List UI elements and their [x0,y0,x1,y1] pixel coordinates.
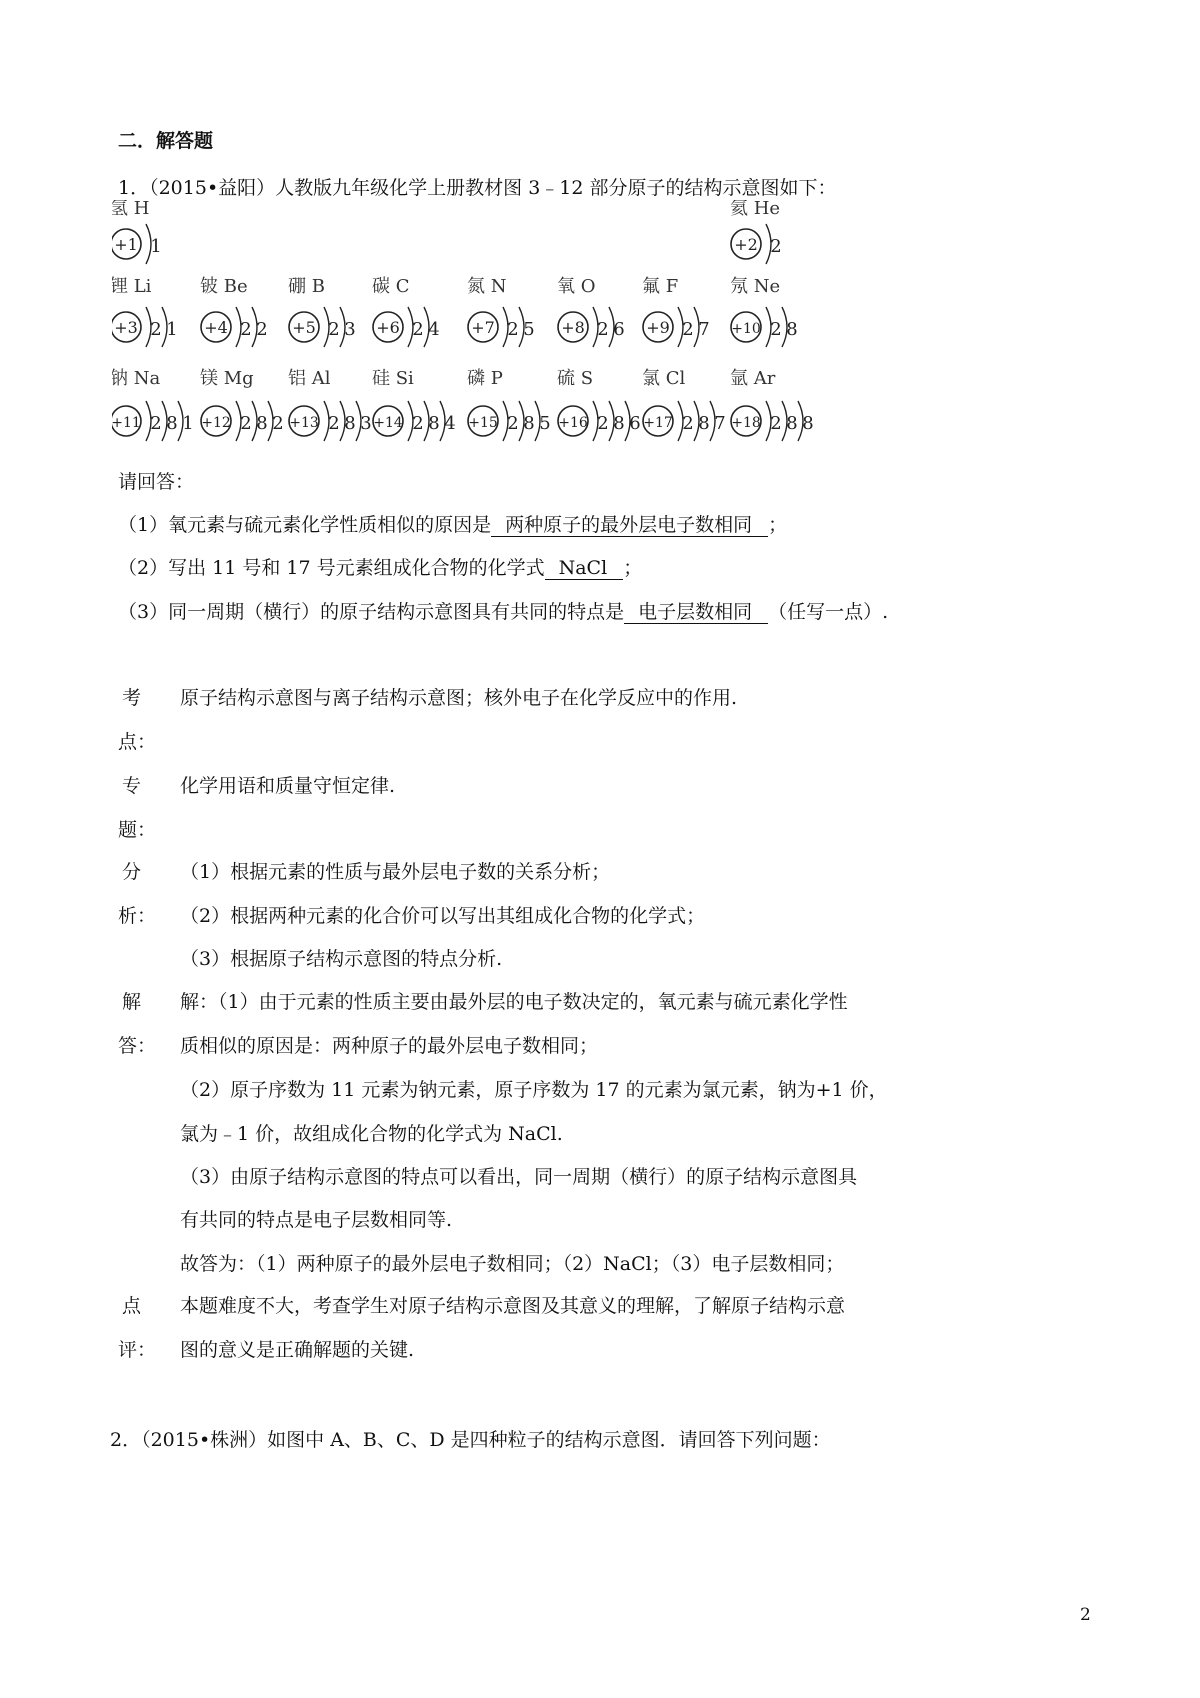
sub-question-3-answer: 电子层数相同 [624,601,768,624]
atom-diagram [372,276,440,347]
electron-count: 2 [150,319,162,340]
page-number: 2 [1080,1605,1091,1625]
electron-count: 2 [770,413,782,434]
jieda-line: （3）由原子结构示意图的特点可以看出，同一周期（横行）的原子结构示意图具 [180,1166,858,1188]
electron-count: 2 [682,319,694,340]
sub-question-2-answer: NaCl [545,557,624,580]
atom-label: 碳 C [372,276,410,297]
atom-label: 氢 H [112,200,150,219]
atom-label: 氯 Cl [642,368,686,389]
electron-count: 2 [507,319,519,340]
atom-label: 氮 N [467,276,507,297]
electron-count: 8 [256,413,268,434]
electron-count: 8 [802,413,814,434]
kaodian-text: 原子结构示意图与离子结构示意图；核外电子在化学反应中的作用. [180,687,738,709]
nucleus-charge: +6 [376,318,400,337]
dianping-tag-2: 评： [118,1339,157,1361]
section-title: 二．解答题 [118,130,214,152]
jieda-line: （2）原子序数为 11 元素为钠元素，原子序数为 17 的元素为氯元素，钠为+1 价， [180,1079,888,1101]
nucleus-charge: +3 [114,318,138,337]
jieda-tag-2: 答： [118,1035,157,1057]
electron-count: 1 [150,236,162,257]
electron-count: 2 [412,319,424,340]
electron-count: 2 [770,236,782,257]
electron-count: 5 [523,319,535,340]
dianping-tag-1: 点 [122,1295,142,1317]
electron-count: 2 [412,413,424,434]
atom-diagram [288,368,372,441]
atom-label: 硫 S [557,368,594,389]
sub-question-1-end: ； [768,514,788,536]
atom-diagram [112,368,194,441]
sub-question-3-end: （任写一点）. [768,601,889,623]
dianping-line: 本题难度不大，考查学生对原子结构示意图及其意义的理解，了解原子结构示意 [180,1295,846,1317]
fenxi-line: （2）根据两种元素的化合价可以写出其组成化合物的化学式； [180,905,706,927]
atom-diagram [642,368,726,441]
jieda-line: 解：（1）由于元素的性质主要由最外层的电子数决定的，氧元素与硫元素化学性 [180,991,848,1013]
atom-diagram [730,200,782,264]
zhuanti-text: 化学用语和质量守恒定律. [180,775,396,797]
electron-count: 2 [328,319,340,340]
fenxi-line: （3）根据原子结构示意图的特点分析. [180,948,503,970]
atom-label: 氟 F [642,276,679,297]
electron-count: 2 [240,413,252,434]
dianping-line: 图的意义是正确解题的关键. [180,1339,415,1361]
jieda-line: 质相似的原因是：两种原子的最外层电子数相同； [180,1035,599,1057]
nucleus-charge: +18 [731,415,761,431]
atom-structure-svg [112,200,912,468]
nucleus-charge: +9 [646,318,670,337]
electron-count: 8 [344,413,356,434]
electron-count: 8 [523,413,535,434]
nucleus-charge: +12 [201,415,231,431]
atom-diagram [730,276,798,347]
electron-count: 7 [714,413,726,434]
electron-count: 8 [428,413,440,434]
electron-count: 5 [539,413,551,434]
sub-question-2 [118,556,642,580]
nucleus-charge: +4 [204,318,228,337]
atom-label: 硅 Si [372,368,414,389]
atom-diagram [288,276,356,347]
electron-count: 2 [150,413,162,434]
zhuanti-tag-2: 题： [118,819,157,841]
electron-count: 1 [182,413,194,434]
electron-count: 4 [444,413,456,434]
sub-question-1-answer: 两种原子的最外层电子数相同 [491,514,768,537]
sub-question-1 [118,513,787,537]
electron-count: 6 [629,413,641,434]
nucleus-charge: +13 [289,415,319,431]
electron-count: 2 [507,413,519,434]
atom-diagram [372,368,456,441]
atom-label: 磷 P [467,368,503,389]
nucleus-charge: +16 [558,415,588,431]
nucleus-charge: +17 [643,415,673,431]
sub-question-3-text: （3）同一周期（横行）的原子结构示意图具有共同的特点是 [118,601,625,623]
nucleus-charge: +1 [114,235,138,254]
electron-count: 2 [597,413,609,434]
fenxi-line: （1）根据元素的性质与最外层电子数的关系分析； [180,861,611,883]
electron-count: 2 [328,413,340,434]
sub-question-1-text: （1）氧元素与硫元素化学性质相似的原因是 [118,514,492,536]
electron-count: 2 [597,319,609,340]
question-1-stem: 1．（2015•益阳）人教版九年级化学上册教材图 3﹣12 部分原子的结构示意图如下： [118,177,837,199]
kaodian-tag-1: 考 [122,687,142,709]
electron-count: 3 [360,413,372,434]
nucleus-charge: +10 [731,321,761,337]
jieda-line: 故答为：（1）两种原子的最外层电子数相同；（2）NaCl；（3）电子层数相同； [180,1253,845,1275]
atom-label: 铍 Be [200,276,248,297]
atom-diagram [467,276,535,347]
atom-label: 锂 Li [112,276,152,297]
electron-count: 4 [428,319,440,340]
electron-count: 3 [344,319,356,340]
atom-label: 铝 Al [288,368,331,389]
atom-structure-figure [112,200,912,468]
jieda-line: 氯为﹣1 价，故组成化合物的化学式为 NaCl. [180,1123,563,1145]
nucleus-charge: +8 [561,318,585,337]
atom-label: 氖 Ne [730,276,781,297]
electron-count: 6 [613,319,625,340]
nucleus-charge: +7 [471,318,495,337]
electron-count: 2 [240,319,252,340]
nucleus-charge: +11 [112,415,141,431]
atom-diagram [467,368,551,441]
electron-count: 8 [786,413,798,434]
fenxi-tag-1: 分 [122,861,142,883]
atom-diagram [112,276,178,347]
atom-diagram [200,368,284,441]
nucleus-charge: +15 [468,415,498,431]
nucleus-charge: +5 [292,318,316,337]
sub-question-3 [118,600,888,624]
atom-diagram [557,276,625,347]
sub-question-2-text: （2）写出 11 号和 17 号元素组成化合物的化学式 [118,557,545,579]
electron-count: 8 [166,413,178,434]
electron-count: 8 [786,319,798,340]
atom-label: 镁 Mg [200,368,254,389]
electron-count: 8 [613,413,625,434]
question-2-stem: 2．（2015•株洲）如图中 A、B、C、D 是四种粒子的结构示意图．请回答下列问题： [110,1429,831,1451]
fenxi-tag-2: 析： [118,905,157,927]
atom-label: 氦 He [730,200,781,219]
electron-count: 7 [698,319,710,340]
atom-diagram [200,276,268,347]
atom-label: 氩 Ar [730,368,776,389]
nucleus-charge: +2 [734,235,758,254]
electron-count: 1 [166,319,178,340]
electron-count: 2 [272,413,284,434]
nucleus-charge: +14 [373,415,403,431]
sub-question-2-end: ； [623,557,643,579]
atom-diagram [730,368,814,441]
electron-count: 8 [698,413,710,434]
atom-diagram [642,276,710,347]
zhuanti-tag-1: 专 [122,775,142,797]
kaodian-tag-2: 点： [118,731,157,753]
jieda-line: 有共同的特点是电子层数相同等. [180,1209,453,1231]
atom-label: 氧 O [557,276,596,297]
answer-prompt: 请回答： [118,471,195,493]
electron-count: 2 [682,413,694,434]
atom-diagram [557,368,641,441]
atom-diagram [112,200,162,264]
electron-count: 2 [256,319,268,340]
electron-count: 2 [770,319,782,340]
atom-label: 硼 B [288,276,325,297]
jieda-tag-1: 解 [122,991,142,1013]
atom-label: 钠 Na [112,368,161,389]
